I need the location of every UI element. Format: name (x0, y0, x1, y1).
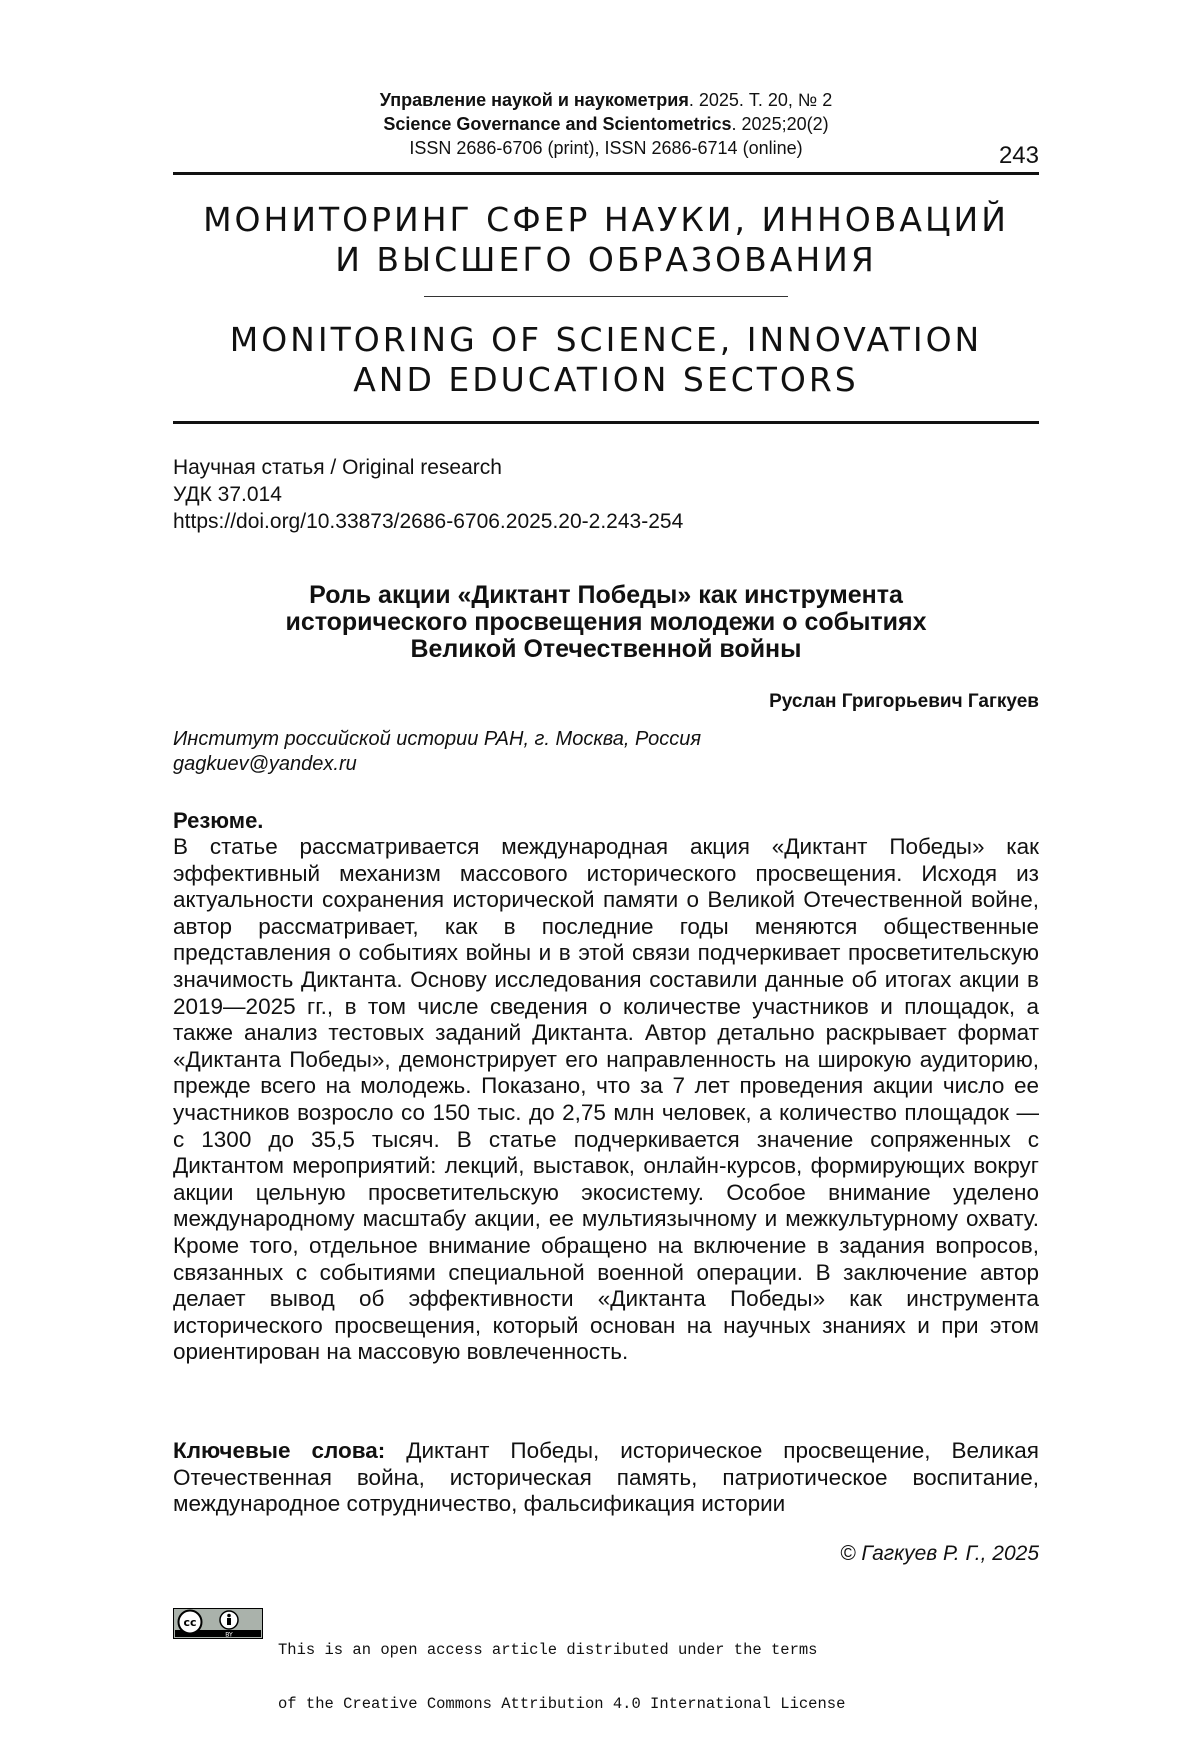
article-title-line1: Роль акции «Диктант Победы» как инструмента (173, 582, 1039, 609)
page-number: 243 (999, 142, 1039, 170)
license-line2[interactable]: of the Creative Commons Attribution 4.0 International License (278, 1695, 863, 1713)
section-title-en (173, 320, 1039, 400)
section-title-ru-line1: МОНИТОРИНГ СФЕР НАУКИ, ИННОВАЦИЙ (173, 200, 1039, 240)
section-title-en-line1: MONITORING OF SCIENCE, INNOVATION (173, 320, 1039, 360)
journal-issue-en: . 2025;20(2) (732, 114, 829, 134)
license-block (173, 1605, 873, 1645)
license-text (278, 1605, 863, 1749)
section-divider (424, 296, 788, 297)
udc-code: УДК 37.014 (173, 481, 683, 508)
article-meta (173, 454, 683, 535)
article-title (173, 582, 1039, 663)
license-line1: This is an open access article distributed under the terms (278, 1641, 863, 1659)
keywords (173, 1438, 1039, 1518)
svg-text:cc: cc (183, 1616, 196, 1629)
doi-link[interactable]: https://doi.org/10.33873/2686-6706.2025.20-2.243-254 (173, 508, 683, 535)
journal-issue-ru: . 2025. Т. 20, № 2 (689, 90, 832, 110)
cc-badge-label: BY (225, 1631, 233, 1638)
article-title-line3: Великой Отечественной войны (173, 636, 1039, 663)
section-title-en-line2: AND EDUCATION SECTORS (173, 360, 1039, 400)
article-type: Научная статья / Original research (173, 454, 683, 481)
keywords-label: Ключевые слова: (173, 1438, 385, 1463)
section-title-ru-line2: И ВЫСШЕГО ОБРАЗОВАНИЯ (173, 240, 1039, 280)
author-name: Руслан Григорьевич Гагкуев (769, 690, 1039, 714)
abstract-text: В статье рассматривается международная акция «Диктант Победы» как эффективный механизм массового исторического просвещения. Исходя из актуальности сохранения исторической памяти о Великой Отечественной войне, автор рассматривает, как в последние годы меняются общественные представления о событиях войны и в этой связи подчеркивает просветительскую значимость Диктанта. Основу исследования составили данные об итогах акции в 2019—2025 гг., в том числе сведения о количестве участников и площадок, а также анализ тестовых заданий Диктанта. Автор детально раскрывает формат «Диктанта Победы», демонстрирует его направленность на широкую аудиторию, прежде всего на молодежь. Показано, что за 7 лет проведения акции число ее участников возросло со 150 тыс. до 2,75 млн человек, а количество площадок — с 1300 до 35,5 тысяч. В статье подчеркивается значение сопряженных с Диктантом мероприятий: лекций, выставок, онлайн-курсов, формирующих вокруг акции цельную просветительскую экосистему. Особое внимание уделено международному масштабу акции, ее мультиязычному и межкультурному охвату. Кроме того, отдельное внимание обращено на включение в задания вопросов, связанных с событиями специальной военной операции. В заключение автор делает вывод об эффективности «Диктанта Победы» как инструмента исторического просвещения, который основан на научных знаниях и при этом ориентирован на массовую вовлеченность. (173, 834, 1039, 1366)
article-title-line2: исторического просвещения молодежи о событиях (173, 609, 1039, 636)
copyright-notice: © Гагкуев Р. Г., 2025 (840, 1541, 1039, 1567)
author-affiliation (173, 727, 701, 777)
page (173, 0, 1039, 1725)
section-title-ru (173, 200, 1039, 280)
journal-issn: ISSN 2686-6706 (print), ISSN 2686-6714 (online) (173, 136, 1039, 160)
journal-title-ru: Управление наукой и наукометрия (380, 90, 689, 110)
journal-header-line-en (173, 112, 1039, 136)
journal-header (173, 88, 1039, 160)
affiliation-institution: Институт российской истории РАН, г. Москва, Россия (173, 727, 701, 752)
journal-title-en: Science Governance and Scientometrics (383, 114, 731, 134)
section-rule (173, 421, 1039, 424)
abstract-heading: Резюме. (173, 808, 263, 834)
header-rule (173, 172, 1039, 175)
author-email[interactable]: gagkuev@yandex.ru (173, 752, 701, 777)
keywords-text: Диктант Победы, историческое просвещение, Великая Отечественная война, историческая память, патриотическое воспитание, международное сотрудничество, фальсификация истории (173, 1438, 1039, 1516)
journal-header-line-ru (173, 88, 1039, 112)
cc-by-badge-icon[interactable] (173, 1608, 263, 1639)
